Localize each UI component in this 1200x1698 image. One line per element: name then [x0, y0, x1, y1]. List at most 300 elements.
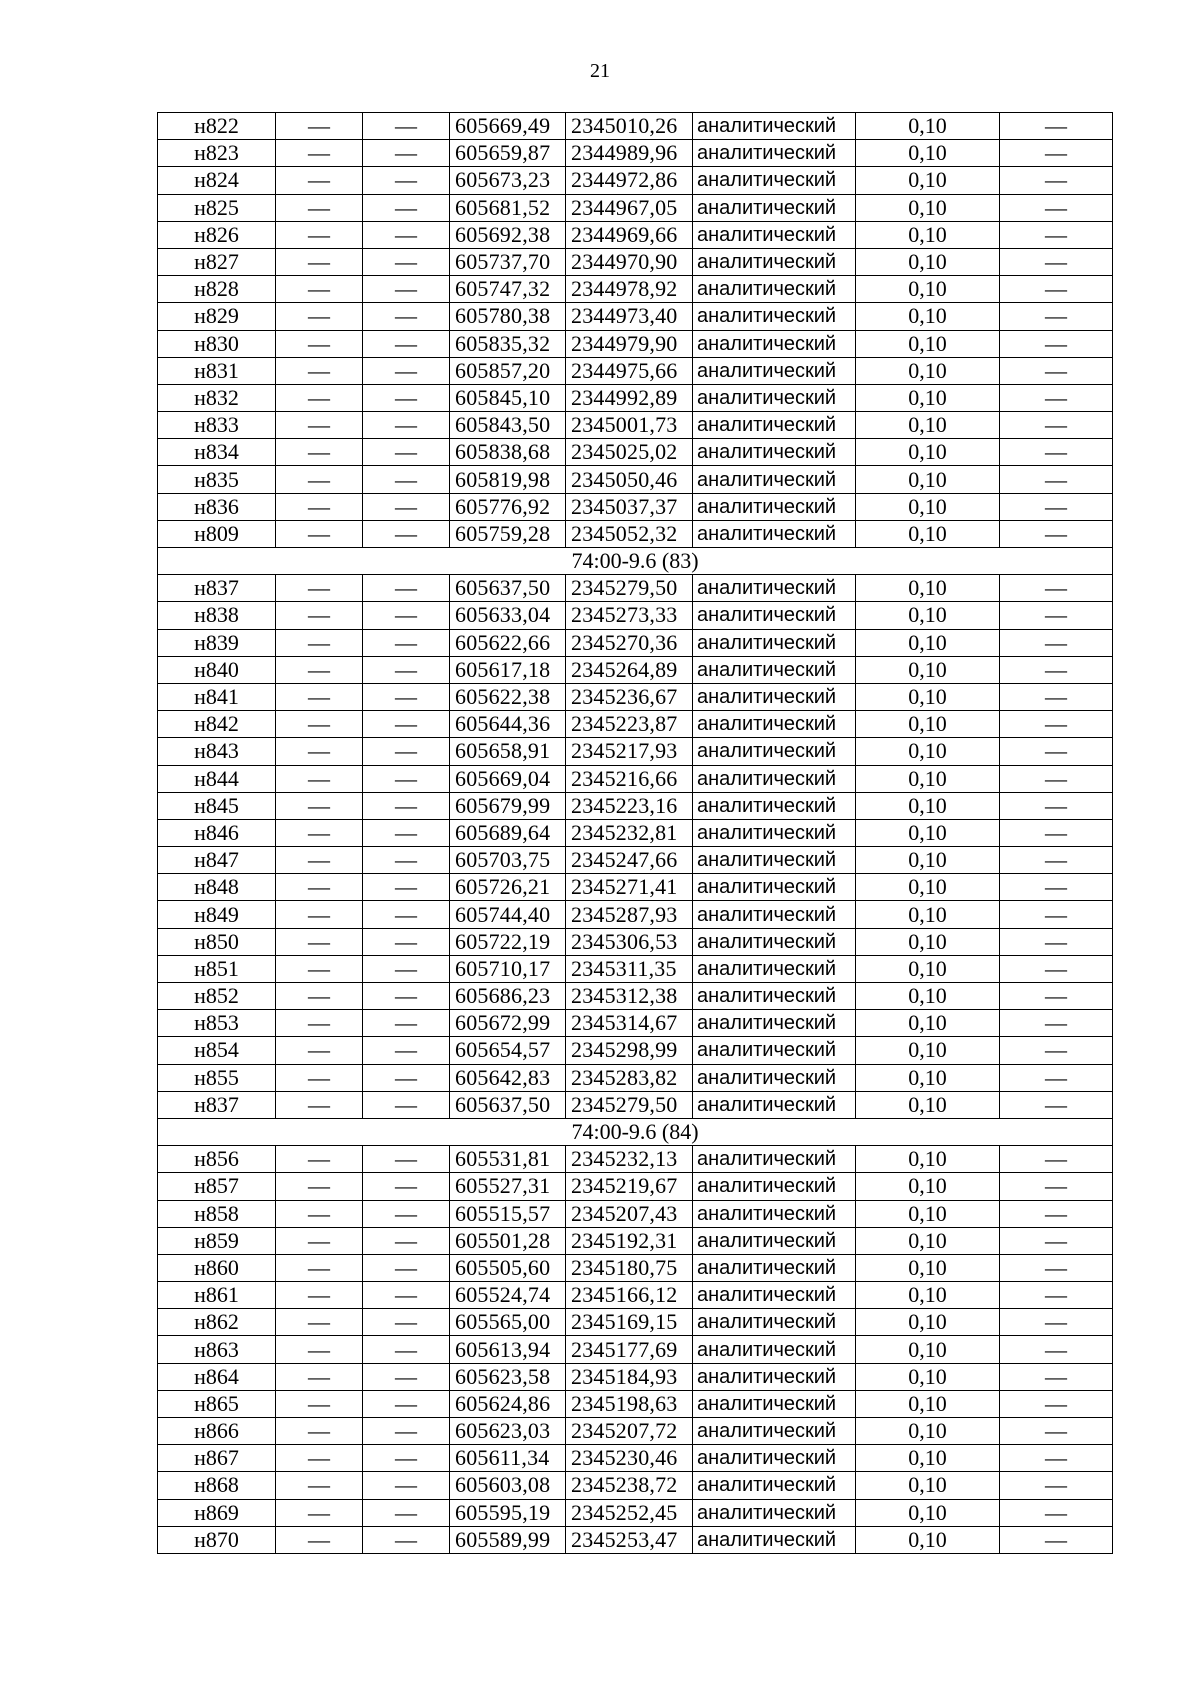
table-row [158, 765, 1113, 792]
y-coordinate-cell: 2345311,35 [566, 955, 693, 982]
point-id-cell: н837 [158, 1091, 276, 1118]
dash-cell: — [363, 1336, 450, 1363]
dash-cell: — [276, 1173, 363, 1200]
dash-cell: — [276, 983, 363, 1010]
table-row [158, 1146, 1113, 1173]
accuracy-cell: 0,10 [856, 602, 1000, 629]
dash-cell: — [363, 683, 450, 710]
table-row [158, 357, 1113, 384]
dash-cell: — [363, 765, 450, 792]
y-coordinate-cell: 2345306,53 [566, 928, 693, 955]
table-row [158, 303, 1113, 330]
method-cell: аналитический [693, 765, 856, 792]
method-cell: аналитический [693, 493, 856, 520]
dash-cell: — [363, 1526, 450, 1553]
accuracy-cell: 0,10 [856, 412, 1000, 439]
y-coordinate-cell: 2345279,50 [566, 575, 693, 602]
dash-cell: — [363, 901, 450, 928]
dash-cell: — [363, 1091, 450, 1118]
dash-cell: — [276, 1010, 363, 1037]
accuracy-cell: 0,10 [856, 711, 1000, 738]
dash-cell: — [1000, 629, 1113, 656]
point-id-cell: н852 [158, 983, 276, 1010]
accuracy-cell: 0,10 [856, 1472, 1000, 1499]
section-label: 74:00-9.6 (84) [158, 1118, 1113, 1145]
point-id-cell: н827 [158, 248, 276, 275]
point-id-cell: н866 [158, 1418, 276, 1445]
dash-cell: — [363, 711, 450, 738]
x-coordinate-cell: 605524,74 [450, 1282, 566, 1309]
point-id-cell: н846 [158, 819, 276, 846]
method-cell: аналитический [693, 1010, 856, 1037]
accuracy-cell: 0,10 [856, 819, 1000, 846]
y-coordinate-cell: 2344970,90 [566, 248, 693, 275]
dash-cell: — [276, 1200, 363, 1227]
x-coordinate-cell: 605744,40 [450, 901, 566, 928]
table-row [158, 1037, 1113, 1064]
dash-cell: — [276, 1091, 363, 1118]
x-coordinate-cell: 605633,04 [450, 602, 566, 629]
x-coordinate-cell: 605710,17 [450, 955, 566, 982]
table-row [158, 466, 1113, 493]
accuracy-cell: 0,10 [856, 167, 1000, 194]
point-id-cell: н863 [158, 1336, 276, 1363]
coordinates-table [157, 112, 1113, 1554]
x-coordinate-cell: 605747,32 [450, 276, 566, 303]
accuracy-cell: 0,10 [856, 493, 1000, 520]
x-coordinate-cell: 605623,58 [450, 1363, 566, 1390]
dash-cell: — [1000, 1037, 1113, 1064]
accuracy-cell: 0,10 [856, 1390, 1000, 1417]
dash-cell: — [276, 1363, 363, 1390]
y-coordinate-cell: 2345273,33 [566, 602, 693, 629]
dash-cell: — [1000, 874, 1113, 901]
dash-cell: — [1000, 1309, 1113, 1336]
y-coordinate-cell: 2345232,13 [566, 1146, 693, 1173]
accuracy-cell: 0,10 [856, 792, 1000, 819]
method-cell: аналитический [693, 439, 856, 466]
dash-cell: — [363, 1418, 450, 1445]
point-id-cell: н825 [158, 194, 276, 221]
point-id-cell: н835 [158, 466, 276, 493]
accuracy-cell: 0,10 [856, 194, 1000, 221]
x-coordinate-cell: 605622,38 [450, 683, 566, 710]
x-coordinate-cell: 605613,94 [450, 1336, 566, 1363]
method-cell: аналитический [693, 738, 856, 765]
dash-cell: — [276, 901, 363, 928]
accuracy-cell: 0,10 [856, 575, 1000, 602]
y-coordinate-cell: 2345271,41 [566, 874, 693, 901]
table-row [158, 955, 1113, 982]
x-coordinate-cell: 605565,00 [450, 1309, 566, 1336]
method-cell: аналитический [693, 303, 856, 330]
point-id-cell: н844 [158, 765, 276, 792]
accuracy-cell: 0,10 [856, 1282, 1000, 1309]
y-coordinate-cell: 2344975,66 [566, 357, 693, 384]
method-cell: аналитический [693, 140, 856, 167]
dash-cell: — [363, 493, 450, 520]
accuracy-cell: 0,10 [856, 656, 1000, 683]
dash-cell: — [363, 357, 450, 384]
y-coordinate-cell: 2345166,12 [566, 1282, 693, 1309]
table-row [158, 1200, 1113, 1227]
accuracy-cell: 0,10 [856, 928, 1000, 955]
table-row [158, 140, 1113, 167]
y-coordinate-cell: 2345010,26 [566, 113, 693, 140]
point-id-cell: н833 [158, 412, 276, 439]
y-coordinate-cell: 2345264,89 [566, 656, 693, 683]
accuracy-cell: 0,10 [856, 738, 1000, 765]
y-coordinate-cell: 2345198,63 [566, 1390, 693, 1417]
dash-cell: — [276, 1472, 363, 1499]
dash-cell: — [1000, 466, 1113, 493]
accuracy-cell: 0,10 [856, 1200, 1000, 1227]
y-coordinate-cell: 2345180,75 [566, 1254, 693, 1281]
x-coordinate-cell: 605689,64 [450, 819, 566, 846]
point-id-cell: н834 [158, 439, 276, 466]
point-id-cell: н851 [158, 955, 276, 982]
y-coordinate-cell: 2345177,69 [566, 1336, 693, 1363]
method-cell: аналитический [693, 575, 856, 602]
point-id-cell: н864 [158, 1363, 276, 1390]
dash-cell: — [276, 847, 363, 874]
y-coordinate-cell: 2345223,16 [566, 792, 693, 819]
y-coordinate-cell: 2345169,15 [566, 1309, 693, 1336]
dash-cell: — [363, 140, 450, 167]
dash-cell: — [1000, 1173, 1113, 1200]
dash-cell: — [276, 221, 363, 248]
dash-cell: — [1000, 1472, 1113, 1499]
method-cell: аналитический [693, 1390, 856, 1417]
dash-cell: — [276, 1037, 363, 1064]
table-row [158, 1418, 1113, 1445]
section-header-row [158, 1118, 1113, 1145]
table-row [158, 602, 1113, 629]
dash-cell: — [363, 1472, 450, 1499]
x-coordinate-cell: 605776,92 [450, 493, 566, 520]
dash-cell: — [276, 194, 363, 221]
table-row [158, 629, 1113, 656]
point-id-cell: н841 [158, 683, 276, 710]
method-cell: аналитический [693, 955, 856, 982]
dash-cell: — [1000, 575, 1113, 602]
dash-cell: — [276, 711, 363, 738]
method-cell: аналитический [693, 1499, 856, 1526]
dash-cell: — [276, 1336, 363, 1363]
dash-cell: — [276, 412, 363, 439]
accuracy-cell: 0,10 [856, 983, 1000, 1010]
x-coordinate-cell: 605681,52 [450, 194, 566, 221]
method-cell: аналитический [693, 357, 856, 384]
accuracy-cell: 0,10 [856, 1363, 1000, 1390]
dash-cell: — [1000, 493, 1113, 520]
dash-cell: — [363, 1037, 450, 1064]
dash-cell: — [276, 248, 363, 275]
dash-cell: — [276, 357, 363, 384]
point-id-cell: н856 [158, 1146, 276, 1173]
accuracy-cell: 0,10 [856, 276, 1000, 303]
method-cell: аналитический [693, 819, 856, 846]
dash-cell: — [363, 1173, 450, 1200]
y-coordinate-cell: 2345192,31 [566, 1227, 693, 1254]
x-coordinate-cell: 605622,66 [450, 629, 566, 656]
dash-cell: — [276, 1418, 363, 1445]
x-coordinate-cell: 605624,86 [450, 1390, 566, 1417]
dash-cell: — [1000, 1363, 1113, 1390]
dash-cell: — [276, 738, 363, 765]
accuracy-cell: 0,10 [856, 1445, 1000, 1472]
point-id-cell: н867 [158, 1445, 276, 1472]
accuracy-cell: 0,10 [856, 1336, 1000, 1363]
method-cell: аналитический [693, 711, 856, 738]
y-coordinate-cell: 2345037,37 [566, 493, 693, 520]
x-coordinate-cell: 605843,50 [450, 412, 566, 439]
method-cell: аналитический [693, 1309, 856, 1336]
method-cell: аналитический [693, 656, 856, 683]
dash-cell: — [1000, 221, 1113, 248]
method-cell: аналитический [693, 1445, 856, 1472]
table-row [158, 1390, 1113, 1417]
method-cell: аналитический [693, 602, 856, 629]
point-id-cell: н838 [158, 602, 276, 629]
dash-cell: — [1000, 194, 1113, 221]
method-cell: аналитический [693, 221, 856, 248]
accuracy-cell: 0,10 [856, 357, 1000, 384]
dash-cell: — [363, 738, 450, 765]
y-coordinate-cell: 2345253,47 [566, 1526, 693, 1553]
y-coordinate-cell: 2345312,38 [566, 983, 693, 1010]
dash-cell: — [1000, 520, 1113, 547]
method-cell: аналитический [693, 1282, 856, 1309]
dash-cell: — [1000, 1445, 1113, 1472]
method-cell: аналитический [693, 248, 856, 275]
x-coordinate-cell: 605692,38 [450, 221, 566, 248]
x-coordinate-cell: 605611,34 [450, 1445, 566, 1472]
dash-cell: — [276, 1526, 363, 1553]
point-id-cell: н849 [158, 901, 276, 928]
accuracy-cell: 0,10 [856, 439, 1000, 466]
dash-cell: — [276, 1227, 363, 1254]
y-coordinate-cell: 2344978,92 [566, 276, 693, 303]
accuracy-cell: 0,10 [856, 1418, 1000, 1445]
y-coordinate-cell: 2345287,93 [566, 901, 693, 928]
page-number: 21 [590, 60, 610, 82]
dash-cell: — [363, 819, 450, 846]
dash-cell: — [1000, 1282, 1113, 1309]
x-coordinate-cell: 605527,31 [450, 1173, 566, 1200]
x-coordinate-cell: 605589,99 [450, 1526, 566, 1553]
y-coordinate-cell: 2345283,82 [566, 1064, 693, 1091]
x-coordinate-cell: 605595,19 [450, 1499, 566, 1526]
dash-cell: — [363, 1282, 450, 1309]
accuracy-cell: 0,10 [856, 520, 1000, 547]
x-coordinate-cell: 605780,38 [450, 303, 566, 330]
method-cell: аналитический [693, 874, 856, 901]
point-id-cell: н829 [158, 303, 276, 330]
table-row [158, 276, 1113, 303]
dash-cell: — [363, 194, 450, 221]
accuracy-cell: 0,10 [856, 221, 1000, 248]
dash-cell: — [1000, 113, 1113, 140]
x-coordinate-cell: 605857,20 [450, 357, 566, 384]
x-coordinate-cell: 605637,50 [450, 1091, 566, 1118]
x-coordinate-cell: 605603,08 [450, 1472, 566, 1499]
table-row [158, 330, 1113, 357]
accuracy-cell: 0,10 [856, 1499, 1000, 1526]
dash-cell: — [276, 765, 363, 792]
dash-cell: — [1000, 330, 1113, 357]
table-row [158, 683, 1113, 710]
point-id-cell: н853 [158, 1010, 276, 1037]
dash-cell: — [1000, 683, 1113, 710]
dash-cell: — [1000, 819, 1113, 846]
dash-cell: — [1000, 711, 1113, 738]
point-id-cell: н824 [158, 167, 276, 194]
method-cell: аналитический [693, 167, 856, 194]
dash-cell: — [276, 1309, 363, 1336]
point-id-cell: н848 [158, 874, 276, 901]
dash-cell: — [363, 575, 450, 602]
table-row [158, 493, 1113, 520]
dash-cell: — [276, 466, 363, 493]
point-id-cell: н850 [158, 928, 276, 955]
dash-cell: — [276, 629, 363, 656]
x-coordinate-cell: 605819,98 [450, 466, 566, 493]
dash-cell: — [276, 303, 363, 330]
point-id-cell: н860 [158, 1254, 276, 1281]
dash-cell: — [1000, 928, 1113, 955]
point-id-cell: н836 [158, 493, 276, 520]
method-cell: аналитический [693, 520, 856, 547]
dash-cell: — [276, 955, 363, 982]
accuracy-cell: 0,10 [856, 874, 1000, 901]
dash-cell: — [276, 928, 363, 955]
x-coordinate-cell: 605637,50 [450, 575, 566, 602]
dash-cell: — [363, 602, 450, 629]
dash-cell: — [363, 1227, 450, 1254]
dash-cell: — [1000, 602, 1113, 629]
table-row [158, 983, 1113, 1010]
accuracy-cell: 0,10 [856, 384, 1000, 411]
dash-cell: — [363, 983, 450, 1010]
dash-cell: — [276, 1146, 363, 1173]
dash-cell: — [1000, 656, 1113, 683]
dash-cell: — [363, 792, 450, 819]
table-row [158, 711, 1113, 738]
point-id-cell: н859 [158, 1227, 276, 1254]
dash-cell: — [276, 113, 363, 140]
dash-cell: — [1000, 738, 1113, 765]
x-coordinate-cell: 605617,18 [450, 656, 566, 683]
section-label: 74:00-9.6 (83) [158, 548, 1113, 575]
x-coordinate-cell: 605642,83 [450, 1064, 566, 1091]
x-coordinate-cell: 605669,49 [450, 113, 566, 140]
y-coordinate-cell: 2345207,43 [566, 1200, 693, 1227]
y-coordinate-cell: 2345052,32 [566, 520, 693, 547]
dash-cell: — [363, 847, 450, 874]
y-coordinate-cell: 2345207,72 [566, 1418, 693, 1445]
point-id-cell: н837 [158, 575, 276, 602]
dash-cell: — [363, 303, 450, 330]
method-cell: аналитический [693, 276, 856, 303]
table-row [158, 1336, 1113, 1363]
y-coordinate-cell: 2345025,02 [566, 439, 693, 466]
x-coordinate-cell: 605501,28 [450, 1227, 566, 1254]
method-cell: аналитический [693, 847, 856, 874]
dash-cell: — [276, 520, 363, 547]
point-id-cell: н842 [158, 711, 276, 738]
accuracy-cell: 0,10 [856, 955, 1000, 982]
accuracy-cell: 0,10 [856, 629, 1000, 656]
accuracy-cell: 0,10 [856, 248, 1000, 275]
point-id-cell: н830 [158, 330, 276, 357]
y-coordinate-cell: 2344969,66 [566, 221, 693, 248]
table-row [158, 1309, 1113, 1336]
table-row [158, 221, 1113, 248]
x-coordinate-cell: 605759,28 [450, 520, 566, 547]
dash-cell: — [363, 221, 450, 248]
x-coordinate-cell: 605658,91 [450, 738, 566, 765]
dash-cell: — [276, 1254, 363, 1281]
point-id-cell: н862 [158, 1309, 276, 1336]
accuracy-cell: 0,10 [856, 1254, 1000, 1281]
point-id-cell: н826 [158, 221, 276, 248]
x-coordinate-cell: 605644,36 [450, 711, 566, 738]
x-coordinate-cell: 605531,81 [450, 1146, 566, 1173]
y-coordinate-cell: 2345217,93 [566, 738, 693, 765]
dash-cell: — [363, 629, 450, 656]
dash-cell: — [276, 1064, 363, 1091]
accuracy-cell: 0,10 [856, 901, 1000, 928]
x-coordinate-cell: 605659,87 [450, 140, 566, 167]
dash-cell: — [1000, 1146, 1113, 1173]
table-row [158, 874, 1113, 901]
table-row [158, 656, 1113, 683]
method-cell: аналитический [693, 1227, 856, 1254]
table-row [158, 1445, 1113, 1472]
method-cell: аналитический [693, 1336, 856, 1363]
x-coordinate-cell: 605673,23 [450, 167, 566, 194]
x-coordinate-cell: 605835,32 [450, 330, 566, 357]
y-coordinate-cell: 2345223,87 [566, 711, 693, 738]
dash-cell: — [276, 575, 363, 602]
table-row [158, 113, 1113, 140]
table-row [158, 847, 1113, 874]
dash-cell: — [1000, 1526, 1113, 1553]
dash-cell: — [363, 874, 450, 901]
method-cell: аналитический [693, 330, 856, 357]
method-cell: аналитический [693, 792, 856, 819]
dash-cell: — [1000, 955, 1113, 982]
accuracy-cell: 0,10 [856, 1309, 1000, 1336]
dash-cell: — [363, 384, 450, 411]
dash-cell: — [363, 1363, 450, 1390]
dash-cell: — [276, 1499, 363, 1526]
dash-cell: — [276, 140, 363, 167]
dash-cell: — [363, 520, 450, 547]
dash-cell: — [363, 1254, 450, 1281]
accuracy-cell: 0,10 [856, 683, 1000, 710]
accuracy-cell: 0,10 [856, 303, 1000, 330]
method-cell: аналитический [693, 194, 856, 221]
y-coordinate-cell: 2345001,73 [566, 412, 693, 439]
point-id-cell: н858 [158, 1200, 276, 1227]
dash-cell: — [1000, 792, 1113, 819]
dash-cell: — [276, 384, 363, 411]
x-coordinate-cell: 605722,19 [450, 928, 566, 955]
y-coordinate-cell: 2345232,81 [566, 819, 693, 846]
dash-cell: — [363, 248, 450, 275]
